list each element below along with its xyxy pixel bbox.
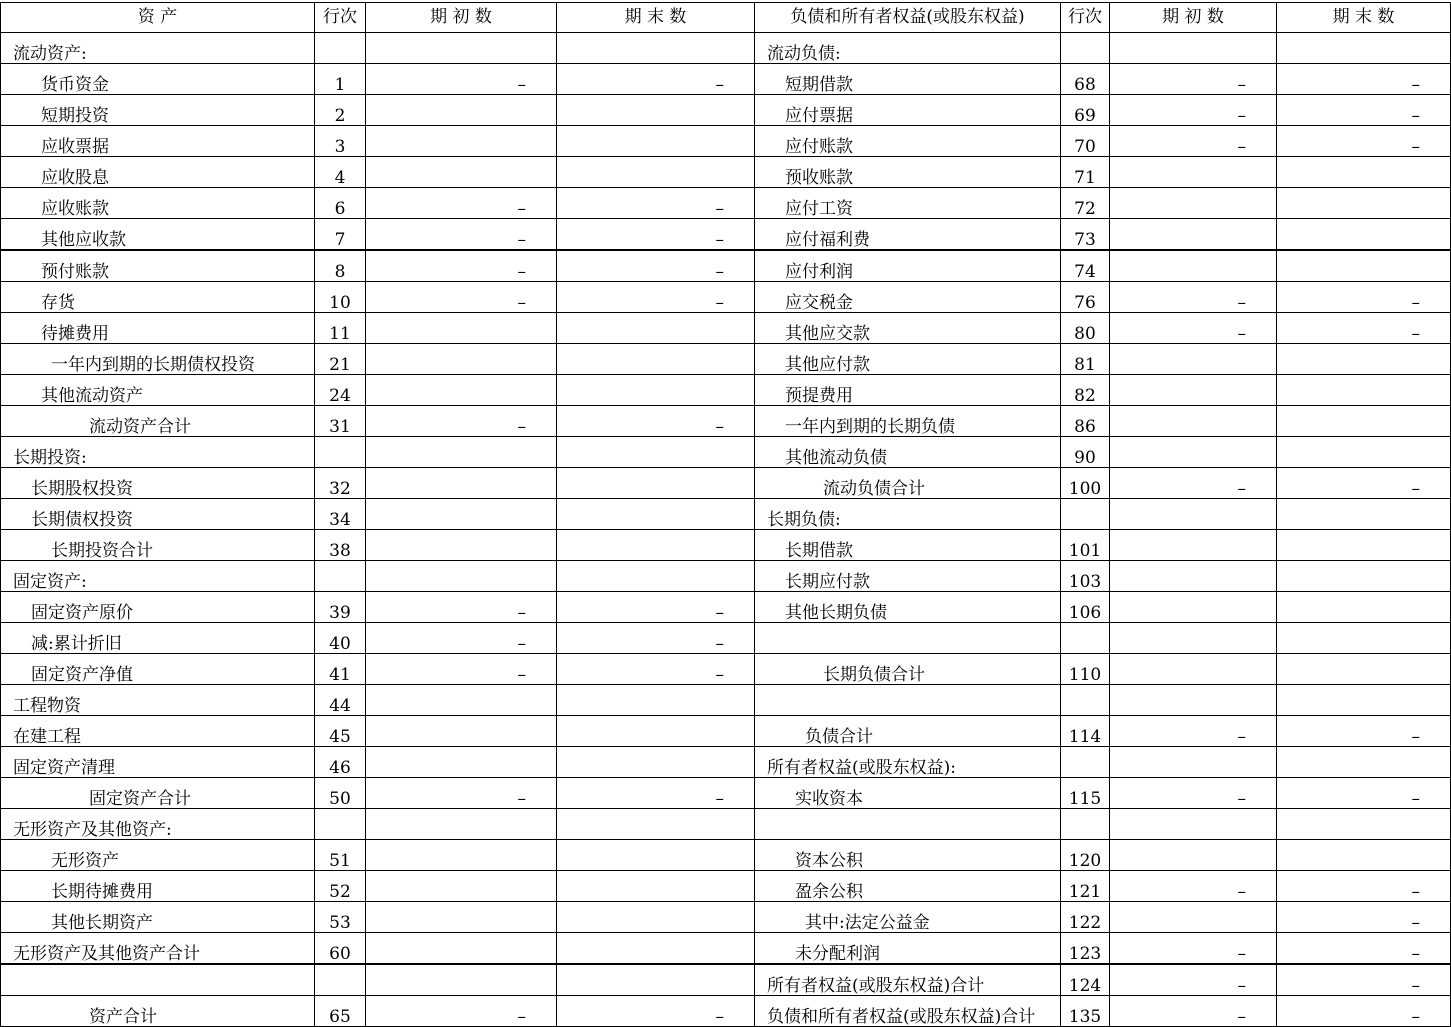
asset-begin-value	[366, 561, 557, 592]
asset-label: 无形资产及其他资产:	[1, 809, 315, 840]
asset-label: 固定资产合计	[1, 778, 315, 809]
asset-begin-value	[366, 933, 557, 965]
liability-label: 一年内到期的长期负债	[755, 406, 1061, 437]
liability-end-value	[1277, 375, 1451, 406]
asset-end-value: –	[557, 996, 755, 1027]
table-row	[1, 871, 1451, 902]
liability-begin-value: –	[1110, 778, 1277, 809]
liability-end-value: –	[1277, 964, 1451, 996]
liability-label	[755, 623, 1061, 654]
asset-label: 长期投资:	[1, 437, 315, 468]
liability-line-no: 123	[1061, 933, 1110, 965]
liability-end-value: –	[1277, 902, 1451, 933]
table-row	[1, 778, 1451, 809]
liability-line-no: 86	[1061, 406, 1110, 437]
liability-end-value	[1277, 188, 1451, 219]
liability-begin-value	[1110, 33, 1277, 64]
liability-label: 应付利润	[755, 250, 1061, 282]
liability-label: 应交税金	[755, 282, 1061, 313]
asset-begin-value	[366, 902, 557, 933]
table-row	[1, 313, 1451, 344]
asset-line-no: 45	[315, 716, 366, 747]
liability-line-no: 70	[1061, 126, 1110, 157]
asset-label: 资产合计	[1, 996, 315, 1027]
asset-begin-value	[366, 530, 557, 561]
liability-begin-value	[1110, 375, 1277, 406]
asset-end-value: –	[557, 623, 755, 654]
liability-end-value	[1277, 747, 1451, 778]
liability-begin-value	[1110, 685, 1277, 716]
liability-label: 长期负债:	[755, 499, 1061, 530]
asset-label: 应收票据	[1, 126, 315, 157]
asset-line-no	[315, 437, 366, 468]
liability-begin-value: –	[1110, 64, 1277, 95]
header-liabilities-equity: 负债和所有者权益(或股东权益)	[755, 3, 1061, 33]
liability-end-value: –	[1277, 313, 1451, 344]
header-begin-left: 期 初 数	[366, 3, 557, 33]
liability-begin-value	[1110, 157, 1277, 188]
liability-begin-value	[1110, 747, 1277, 778]
liability-end-value	[1277, 592, 1451, 623]
asset-line-no: 1	[315, 64, 366, 95]
liability-begin-value: –	[1110, 468, 1277, 499]
liability-line-no: 82	[1061, 375, 1110, 406]
liability-end-value: –	[1277, 64, 1451, 95]
asset-end-value: –	[557, 282, 755, 313]
liability-line-no: 76	[1061, 282, 1110, 313]
asset-label: 固定资产:	[1, 561, 315, 592]
asset-label: 货币资金	[1, 64, 315, 95]
asset-begin-value: –	[366, 592, 557, 623]
asset-begin-value: –	[366, 250, 557, 282]
header-line-no-left: 行次	[315, 3, 366, 33]
liability-begin-value	[1110, 437, 1277, 468]
liability-label: 长期负债合计	[755, 654, 1061, 685]
liability-line-no	[1061, 499, 1110, 530]
asset-begin-value	[366, 375, 557, 406]
liability-line-no: 101	[1061, 530, 1110, 561]
asset-label: 存货	[1, 282, 315, 313]
asset-label: 无形资产及其他资产合计	[1, 933, 315, 965]
table-row	[1, 33, 1451, 64]
asset-begin-value	[366, 157, 557, 188]
table-row	[1, 282, 1451, 313]
asset-end-value	[557, 964, 755, 996]
asset-end-value	[557, 716, 755, 747]
asset-line-no: 4	[315, 157, 366, 188]
liability-line-no: 69	[1061, 95, 1110, 126]
asset-line-no	[315, 561, 366, 592]
asset-end-value: –	[557, 64, 755, 95]
liability-label: 长期应付款	[755, 561, 1061, 592]
asset-end-value: –	[557, 188, 755, 219]
asset-end-value	[557, 344, 755, 375]
asset-end-value	[557, 437, 755, 468]
liability-line-no: 80	[1061, 313, 1110, 344]
liability-end-value: –	[1277, 716, 1451, 747]
liability-begin-value: –	[1110, 716, 1277, 747]
asset-end-value	[557, 871, 755, 902]
table-row	[1, 933, 1451, 965]
table-row	[1, 530, 1451, 561]
asset-line-no: 38	[315, 530, 366, 561]
asset-line-no: 46	[315, 747, 366, 778]
asset-end-value	[557, 933, 755, 965]
liability-label: 其他长期负债	[755, 592, 1061, 623]
asset-end-value: –	[557, 406, 755, 437]
asset-begin-value	[366, 809, 557, 840]
asset-begin-value	[366, 747, 557, 778]
asset-line-no: 24	[315, 375, 366, 406]
liability-label: 其他流动负债	[755, 437, 1061, 468]
liability-label: 应付账款	[755, 126, 1061, 157]
liability-label: 其他应付款	[755, 344, 1061, 375]
asset-line-no: 21	[315, 344, 366, 375]
asset-label: 长期投资合计	[1, 530, 315, 561]
asset-end-value: –	[557, 654, 755, 685]
liability-begin-value	[1110, 902, 1277, 933]
liability-end-value	[1277, 157, 1451, 188]
liability-begin-value	[1110, 406, 1277, 437]
liability-label: 盈余公积	[755, 871, 1061, 902]
asset-label: 在建工程	[1, 716, 315, 747]
asset-begin-value	[366, 126, 557, 157]
liability-line-no: 135	[1061, 996, 1110, 1027]
asset-line-no: 2	[315, 95, 366, 126]
liability-line-no	[1061, 623, 1110, 654]
liability-end-value	[1277, 250, 1451, 282]
liability-line-no: 81	[1061, 344, 1110, 375]
liability-end-value: –	[1277, 996, 1451, 1027]
asset-begin-value	[366, 499, 557, 530]
liability-label: 预提费用	[755, 375, 1061, 406]
table-row	[1, 250, 1451, 282]
liability-line-no	[1061, 685, 1110, 716]
asset-label: 流动资产合计	[1, 406, 315, 437]
asset-begin-value: –	[366, 282, 557, 313]
liability-label: 应付票据	[755, 95, 1061, 126]
liability-line-no: 68	[1061, 64, 1110, 95]
asset-line-no: 39	[315, 592, 366, 623]
asset-begin-value	[366, 468, 557, 499]
asset-begin-value: –	[366, 623, 557, 654]
liability-label: 预收账款	[755, 157, 1061, 188]
liability-line-no: 114	[1061, 716, 1110, 747]
liability-label	[755, 685, 1061, 716]
asset-line-no: 41	[315, 654, 366, 685]
table-row	[1, 468, 1451, 499]
liability-end-value: –	[1277, 778, 1451, 809]
table-row	[1, 437, 1451, 468]
liability-label: 流动负债合计	[755, 468, 1061, 499]
liability-end-value: –	[1277, 126, 1451, 157]
header-row	[1, 3, 1451, 33]
asset-end-value	[557, 375, 755, 406]
header-assets: 资 产	[1, 3, 315, 33]
header-end-left: 期 末 数	[557, 3, 755, 33]
liability-end-value	[1277, 654, 1451, 685]
asset-line-no: 32	[315, 468, 366, 499]
asset-begin-value: –	[366, 778, 557, 809]
asset-end-value	[557, 530, 755, 561]
asset-begin-value: –	[366, 219, 557, 251]
liability-label: 其他应交款	[755, 313, 1061, 344]
asset-end-value	[557, 157, 755, 188]
asset-begin-value	[366, 840, 557, 871]
liability-begin-value	[1110, 250, 1277, 282]
liability-end-value	[1277, 33, 1451, 64]
liability-line-no: 122	[1061, 902, 1110, 933]
table-row	[1, 561, 1451, 592]
liability-line-no	[1061, 809, 1110, 840]
asset-line-no: 51	[315, 840, 366, 871]
asset-end-value	[557, 313, 755, 344]
liability-end-value: –	[1277, 871, 1451, 902]
liability-end-value: –	[1277, 282, 1451, 313]
asset-label: 长期债权投资	[1, 499, 315, 530]
liability-begin-value: –	[1110, 871, 1277, 902]
liability-label: 长期借款	[755, 530, 1061, 561]
asset-line-no: 44	[315, 685, 366, 716]
liability-line-no: 124	[1061, 964, 1110, 996]
asset-end-value	[557, 561, 755, 592]
liability-end-value	[1277, 344, 1451, 375]
liability-label: 应付福利费	[755, 219, 1061, 251]
liability-begin-value	[1110, 561, 1277, 592]
asset-label: 其他长期资产	[1, 902, 315, 933]
liability-end-value	[1277, 530, 1451, 561]
asset-end-value	[557, 840, 755, 871]
asset-end-value	[557, 747, 755, 778]
liability-end-value: –	[1277, 95, 1451, 126]
liability-begin-value	[1110, 592, 1277, 623]
liability-begin-value	[1110, 809, 1277, 840]
asset-line-no: 11	[315, 313, 366, 344]
liability-begin-value	[1110, 499, 1277, 530]
asset-begin-value	[366, 33, 557, 64]
asset-begin-value: –	[366, 64, 557, 95]
asset-end-value	[557, 126, 755, 157]
asset-label: 其他应收款	[1, 219, 315, 251]
asset-line-no: 31	[315, 406, 366, 437]
liability-begin-value: –	[1110, 313, 1277, 344]
asset-label: 应收账款	[1, 188, 315, 219]
liability-end-value: –	[1277, 468, 1451, 499]
asset-line-no: 6	[315, 188, 366, 219]
asset-begin-value: –	[366, 654, 557, 685]
liability-end-value	[1277, 219, 1451, 251]
balance-sheet-table	[0, 2, 1451, 1027]
liability-label: 资本公积	[755, 840, 1061, 871]
liability-end-value	[1277, 499, 1451, 530]
asset-line-no	[315, 809, 366, 840]
liability-line-no: 72	[1061, 188, 1110, 219]
table-row	[1, 95, 1451, 126]
asset-begin-value	[366, 95, 557, 126]
asset-end-value	[557, 685, 755, 716]
liability-label	[755, 809, 1061, 840]
asset-line-no: 7	[315, 219, 366, 251]
asset-begin-value	[366, 313, 557, 344]
liability-label: 负债合计	[755, 716, 1061, 747]
asset-begin-value	[366, 344, 557, 375]
liability-line-no: 100	[1061, 468, 1110, 499]
table-row	[1, 499, 1451, 530]
table-row	[1, 654, 1451, 685]
table-row	[1, 157, 1451, 188]
liability-end-value	[1277, 685, 1451, 716]
table-row	[1, 219, 1451, 251]
asset-line-no: 34	[315, 499, 366, 530]
liability-line-no: 110	[1061, 654, 1110, 685]
header-end-right: 期 末 数	[1277, 3, 1451, 33]
liability-end-value	[1277, 623, 1451, 654]
liability-label: 所有者权益(或股东权益)合计	[755, 964, 1061, 996]
asset-end-value	[557, 809, 755, 840]
table-row	[1, 126, 1451, 157]
liability-begin-value: –	[1110, 126, 1277, 157]
asset-label: 其他流动资产	[1, 375, 315, 406]
table-row	[1, 406, 1451, 437]
table-row	[1, 840, 1451, 871]
balance-sheet-body	[1, 3, 1451, 1027]
liability-begin-value	[1110, 623, 1277, 654]
asset-begin-value: –	[366, 406, 557, 437]
table-row	[1, 716, 1451, 747]
liability-line-no: 103	[1061, 561, 1110, 592]
asset-label: 固定资产原价	[1, 592, 315, 623]
liability-line-no: 106	[1061, 592, 1110, 623]
asset-label: 预付账款	[1, 250, 315, 282]
asset-line-no: 3	[315, 126, 366, 157]
asset-begin-value	[366, 871, 557, 902]
asset-label: 应收股息	[1, 157, 315, 188]
liability-line-no	[1061, 747, 1110, 778]
liability-line-no: 120	[1061, 840, 1110, 871]
asset-line-no: 53	[315, 902, 366, 933]
liability-label: 所有者权益(或股东权益):	[755, 747, 1061, 778]
asset-line-no: 50	[315, 778, 366, 809]
liability-end-value	[1277, 840, 1451, 871]
table-row	[1, 64, 1451, 95]
liability-begin-value: –	[1110, 996, 1277, 1027]
asset-end-value	[557, 902, 755, 933]
liability-label: 负债和所有者权益(或股东权益)合计	[755, 996, 1061, 1027]
asset-line-no: 8	[315, 250, 366, 282]
asset-end-value	[557, 33, 755, 64]
table-row	[1, 964, 1451, 996]
table-row	[1, 344, 1451, 375]
asset-label: 工程物资	[1, 685, 315, 716]
asset-label	[1, 964, 315, 996]
asset-begin-value	[366, 685, 557, 716]
liability-line-no: 115	[1061, 778, 1110, 809]
liability-label: 未分配利润	[755, 933, 1061, 965]
header-line-no-right: 行次	[1061, 3, 1110, 33]
liability-begin-value: –	[1110, 964, 1277, 996]
asset-begin-value: –	[366, 188, 557, 219]
table-row	[1, 592, 1451, 623]
asset-begin-value	[366, 437, 557, 468]
liability-label: 应付工资	[755, 188, 1061, 219]
table-row	[1, 747, 1451, 778]
liability-label: 其中:法定公益金	[755, 902, 1061, 933]
liability-end-value	[1277, 406, 1451, 437]
asset-label: 固定资产净值	[1, 654, 315, 685]
liability-label: 实收资本	[755, 778, 1061, 809]
asset-end-value: –	[557, 250, 755, 282]
liability-begin-value	[1110, 654, 1277, 685]
liability-end-value: –	[1277, 933, 1451, 965]
liability-label: 流动负债:	[755, 33, 1061, 64]
asset-label: 待摊费用	[1, 313, 315, 344]
liability-line-no: 90	[1061, 437, 1110, 468]
liability-end-value	[1277, 809, 1451, 840]
table-row	[1, 188, 1451, 219]
liability-end-value	[1277, 437, 1451, 468]
liability-end-value	[1277, 561, 1451, 592]
asset-label: 无形资产	[1, 840, 315, 871]
asset-label: 固定资产清理	[1, 747, 315, 778]
asset-line-no	[315, 964, 366, 996]
header-begin-right: 期 初 数	[1110, 3, 1277, 33]
liability-begin-value	[1110, 219, 1277, 251]
liability-label: 短期借款	[755, 64, 1061, 95]
liability-begin-value: –	[1110, 933, 1277, 965]
liability-begin-value	[1110, 530, 1277, 561]
table-row	[1, 375, 1451, 406]
table-row	[1, 902, 1451, 933]
asset-line-no: 60	[315, 933, 366, 965]
asset-label: 一年内到期的长期债权投资	[1, 344, 315, 375]
liability-begin-value	[1110, 188, 1277, 219]
asset-label: 长期股权投资	[1, 468, 315, 499]
liability-line-no: 73	[1061, 219, 1110, 251]
asset-end-value	[557, 468, 755, 499]
liability-line-no	[1061, 33, 1110, 64]
liability-begin-value	[1110, 840, 1277, 871]
asset-line-no: 10	[315, 282, 366, 313]
asset-begin-value: –	[366, 996, 557, 1027]
table-row	[1, 809, 1451, 840]
asset-line-no: 40	[315, 623, 366, 654]
asset-label: 减:累计折旧	[1, 623, 315, 654]
asset-end-value	[557, 95, 755, 126]
asset-line-no: 65	[315, 996, 366, 1027]
asset-label: 长期待摊费用	[1, 871, 315, 902]
asset-end-value: –	[557, 219, 755, 251]
table-row	[1, 685, 1451, 716]
liability-line-no: 121	[1061, 871, 1110, 902]
liability-line-no: 74	[1061, 250, 1110, 282]
asset-end-value	[557, 499, 755, 530]
asset-begin-value	[366, 716, 557, 747]
liability-begin-value: –	[1110, 282, 1277, 313]
asset-label: 流动资产:	[1, 33, 315, 64]
liability-line-no: 71	[1061, 157, 1110, 188]
liability-begin-value	[1110, 344, 1277, 375]
asset-end-value: –	[557, 592, 755, 623]
asset-line-no: 52	[315, 871, 366, 902]
asset-label: 短期投资	[1, 95, 315, 126]
asset-begin-value	[366, 964, 557, 996]
table-row	[1, 623, 1451, 654]
liability-begin-value: –	[1110, 95, 1277, 126]
asset-line-no	[315, 33, 366, 64]
asset-end-value: –	[557, 778, 755, 809]
